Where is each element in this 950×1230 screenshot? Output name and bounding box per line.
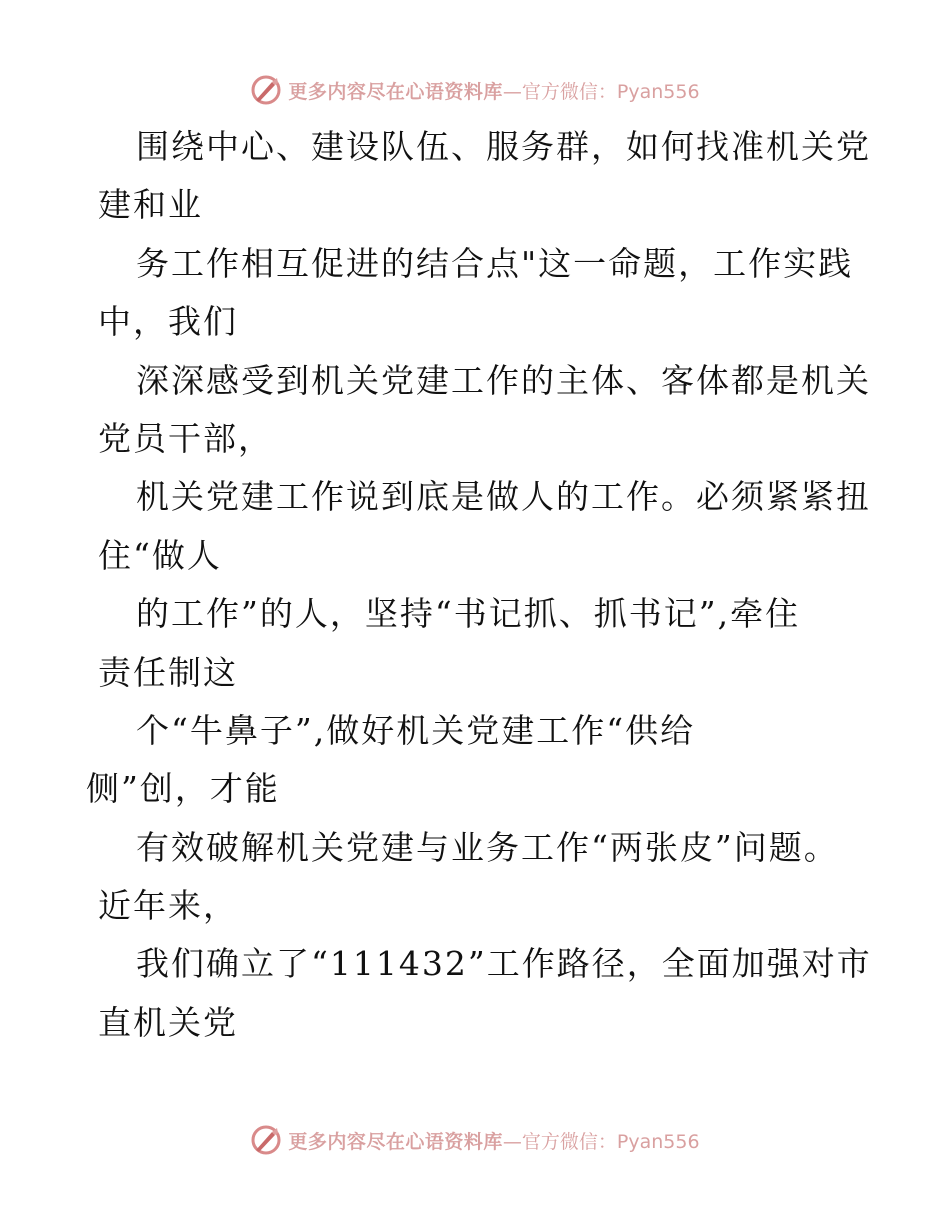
quill-circle-logo-icon xyxy=(250,74,282,106)
body-line: 务工作相互促进的结合点"这一命题，工作实践 xyxy=(136,243,854,283)
body-line: 近年来， xyxy=(98,886,238,926)
body-line: 直机关党 xyxy=(98,1002,238,1042)
header-banner xyxy=(0,70,950,110)
body-line: 个“牛鼻子”,做好机关党建工作“供给 xyxy=(136,710,696,750)
body-line: 有效破解机关党建与业务工作“两张皮”问题。 xyxy=(136,827,839,867)
body-line: 的工作”的人，坚持“书记抓、抓书记”,牵住 xyxy=(136,594,801,634)
body-line: 建和业 xyxy=(98,185,203,225)
document-body xyxy=(86,118,878,1052)
body-line: 我们确立了“111432”工作路径，全面加强对市 xyxy=(136,944,872,984)
quill-circle-logo-icon xyxy=(250,1124,282,1156)
body-line: 围绕中心、建设队伍、服务群，如何找准机关党 xyxy=(136,127,871,166)
banner-contact-text: —官方微信：Pyan556 xyxy=(502,80,700,103)
banner-main-text: 更多内容尽在心语资料库 xyxy=(288,80,503,103)
body-line: 深深感受到机关党建工作的主体、客体都是机关 xyxy=(136,360,871,400)
body-line: 责任制这 xyxy=(98,652,238,692)
body-line: 党员干部， xyxy=(98,418,273,458)
body-line: 侧”创，才能 xyxy=(86,769,280,809)
footer-banner xyxy=(0,1120,950,1160)
body-line: 中，我们 xyxy=(98,302,238,342)
banner-main-text: 更多内容尽在心语资料库 xyxy=(288,1130,503,1153)
body-line: 住“做人 xyxy=(98,535,222,575)
body-line: 机关党建工作说到底是做人的工作。必须紧紧扭 xyxy=(136,477,871,517)
banner-contact-text: —官方微信：Pyan556 xyxy=(502,1130,700,1153)
